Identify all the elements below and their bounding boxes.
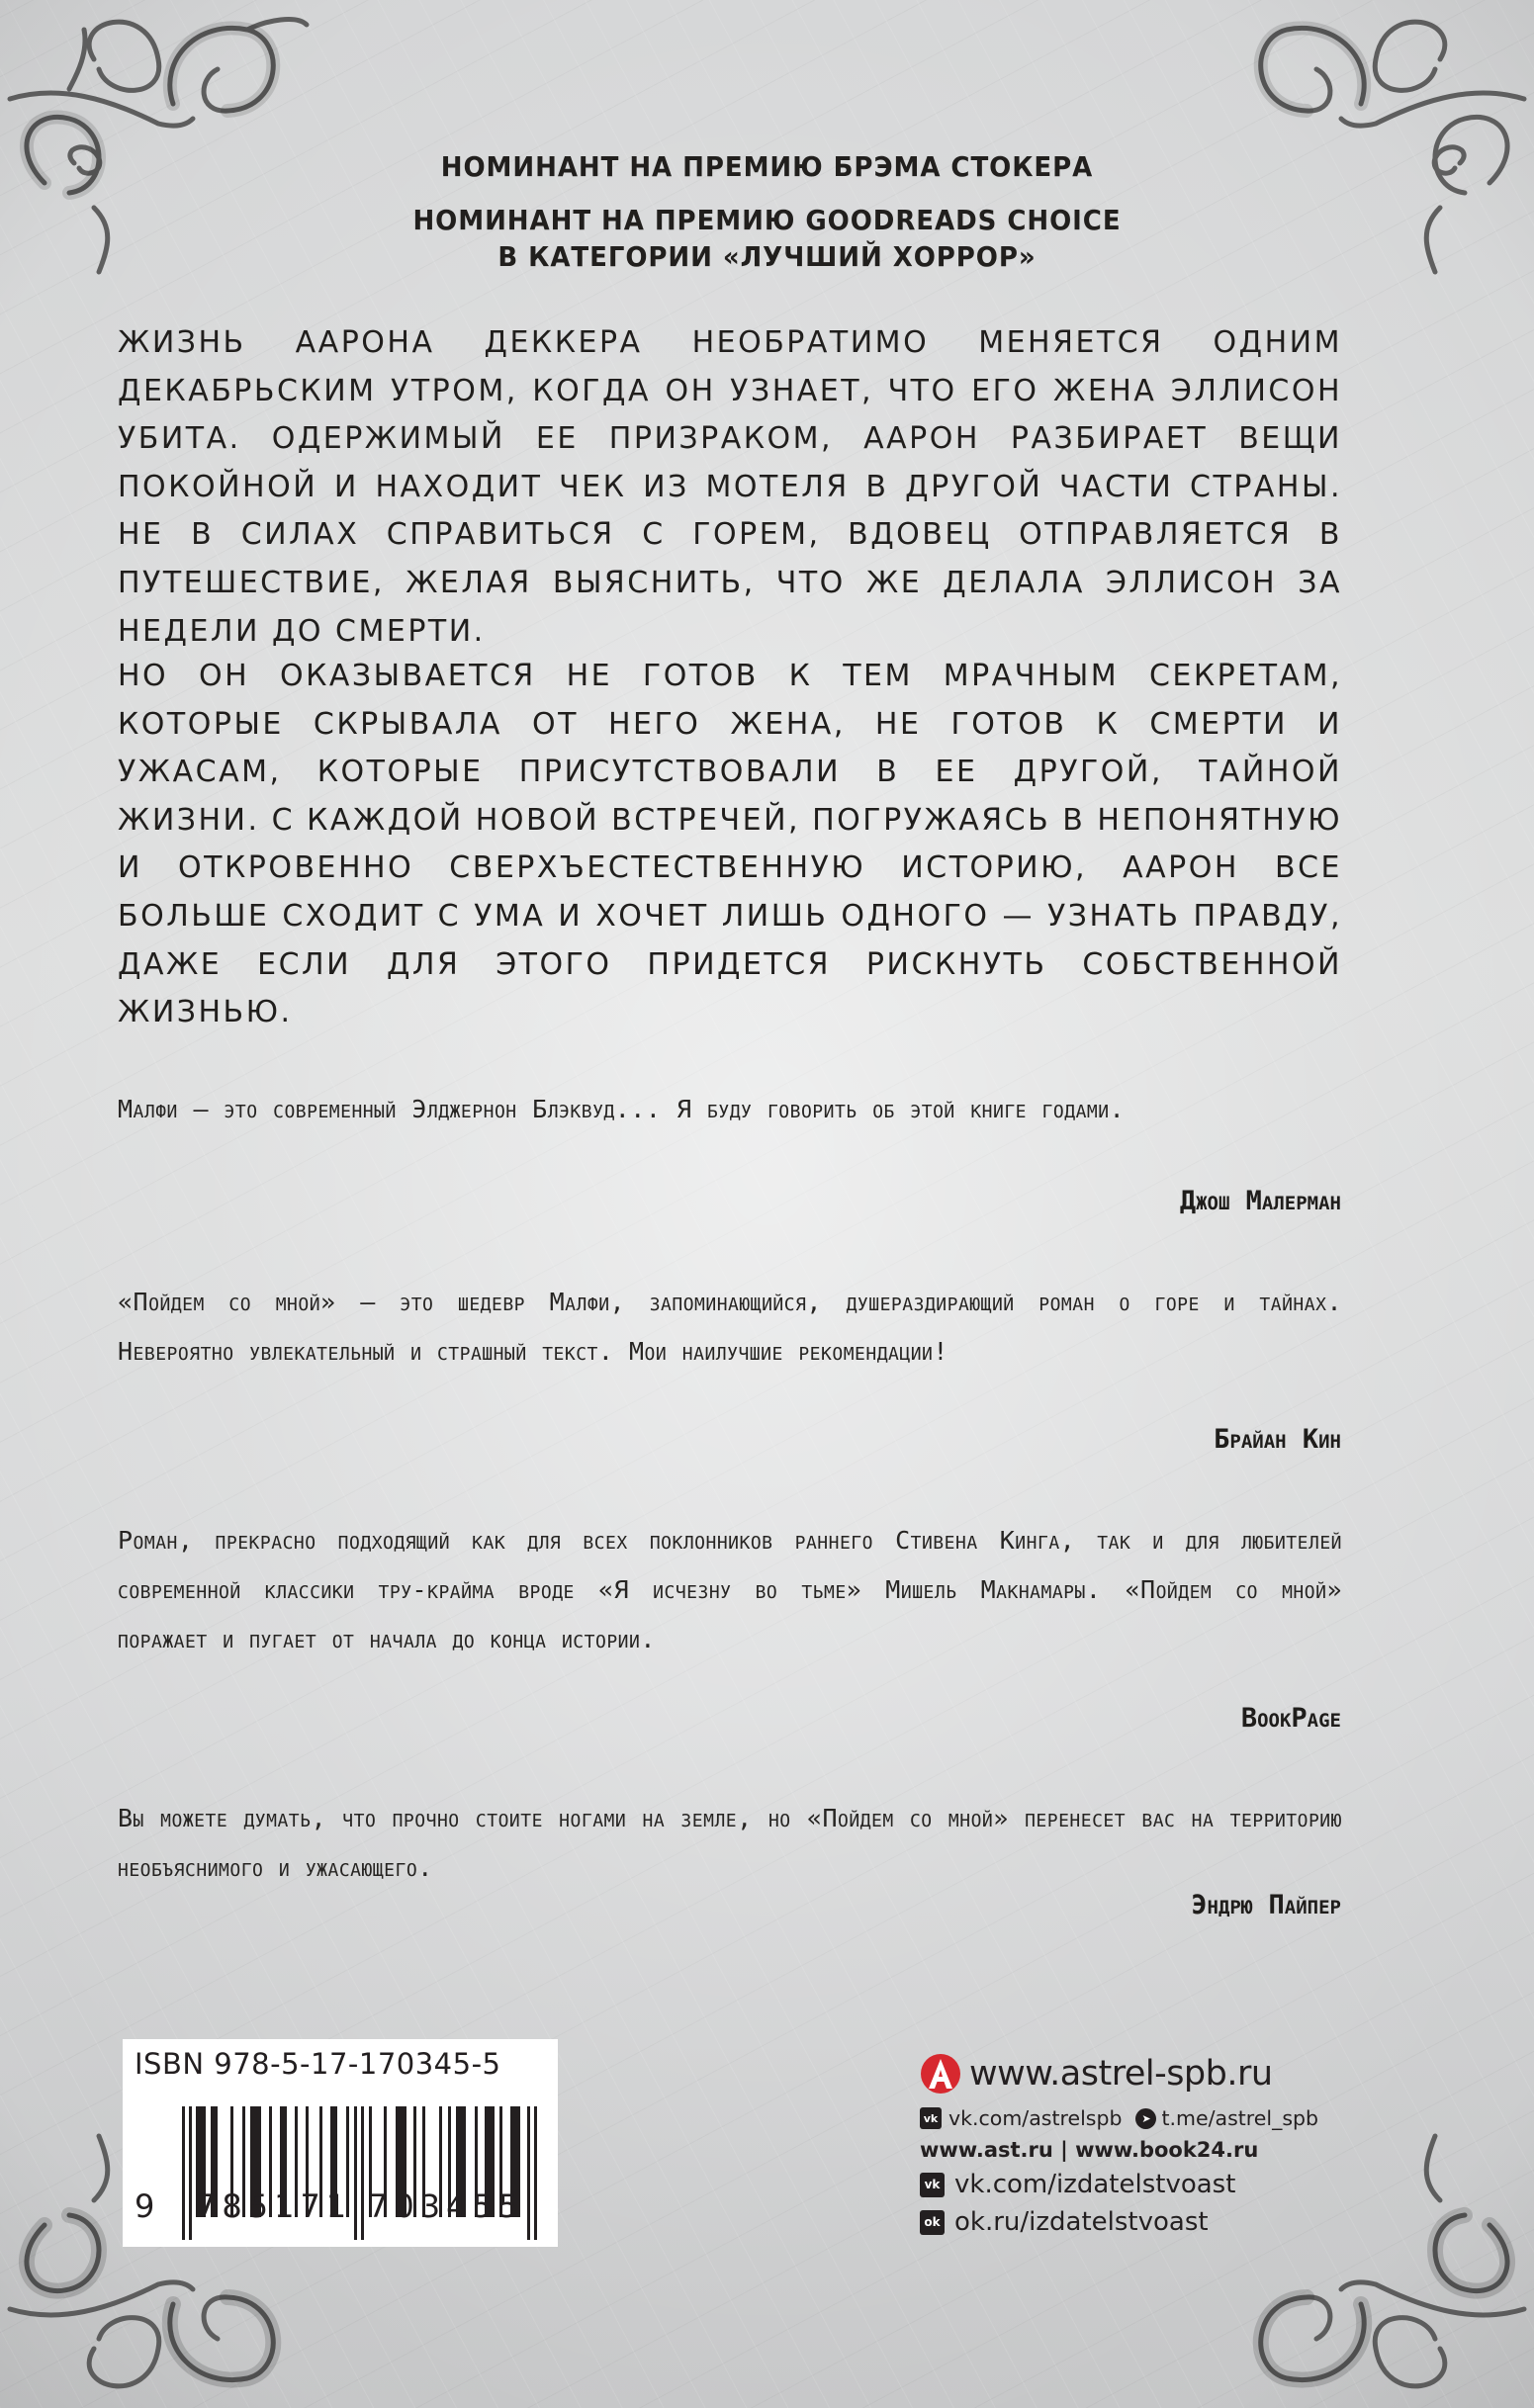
astrel-logo-icon xyxy=(920,2053,961,2095)
isbn-label: ISBN 978-5-17-170345-5 xyxy=(135,2047,501,2081)
review-quote: Малфи — это современный Элджернон Блэквуд... Я буду говорить об этой книге годами. xyxy=(118,1095,1126,1123)
ast-book24-links[interactable]: www.ast.ru | www.book24.ru xyxy=(920,2138,1259,2162)
review-author: Эндрю Пайпер xyxy=(1191,1890,1341,1920)
ok-ast-link[interactable]: ok.ru/izdatelstvoast xyxy=(954,2207,1209,2237)
astrel-website-link[interactable]: www.astrel-spb.ru xyxy=(969,2054,1273,2094)
vk-ast-link[interactable]: vk.com/izdatelstvoast xyxy=(954,2170,1236,2199)
telegram-link[interactable]: t.me/astrel_spb xyxy=(1161,2106,1319,2130)
synopsis-paragraph-2: НО ОН ОКАЗЫВАЕТСЯ НЕ ГОТОВ К ТЕМ МРАЧНЫМ СЕКРЕТАМ, КОТОРЫЕ СКРЫВАЛА ОТ НЕГО ЖЕНА, НЕ ГОТОВ К СМЕРТИ И УЖАСАМ, КОТОРЫЕ ПРИСУТСТВОВАЛИ В ЕЕ ДРУГОЙ, ТАЙНОЙ ЖИЗНИ. С КАЖДОЙ НОВОЙ ВСТРЕЧЕЙ, ПОГРУЖАЯСЬ В НЕПОНЯТНУЮ И ОТКРОВЕННО СВЕРХЪЕСТЕСТВЕННУЮ ИСТОРИЮ, ААРОН ВСЕ БОЛЬШЕ СХОДИТ С УМА И ХОЧЕТ ЛИШЬ ОДНОГО — УЗНАТЬ ПРАВДУ, ДАЖЕ ЕСЛИ ДЛЯ ЭТОГО ПРИДЕТСЯ РИСКНУТЬ СОБСТВЕННОЙ ЖИЗНЬЮ. xyxy=(118,659,1342,1030)
review-quote: Вы можете думать, что прочно стоите ногами на земле, но «Пойдем со мной» перенесет вас на территорию необъяснимого и ужасающего. xyxy=(118,1804,1342,1882)
review-author: Джош Малерман xyxy=(1179,1186,1341,1216)
review-quote: Роман, прекрасно подходящий как для всех поклонников раннего Стивена Кинга, так и для любителей современной классики тру-крайма вроде «Я исчезну во тьме» Мишель Макнамары. «Пойдем со мной» поражает и пугает от начала до конца истории. xyxy=(118,1526,1342,1653)
award-category: В КАТЕГОРИИ «ЛУЧШИЙ ХОРРОР» xyxy=(497,240,1037,273)
review-quote: «Пойдем со мной» — это шедевр Малфи, запоминающийся, душераздирающий роман о горе и тайнах. Невероятно увлекательный и страшный текст. Мои наилучшие рекомендации! xyxy=(118,1288,1342,1366)
barcode-digits-right: 703455 xyxy=(368,2187,525,2225)
synopsis-paragraph-1: ЖИЗНЬ ААРОНА ДЕККЕРА НЕОБРАТИМО МЕНЯЕТСЯ ОДНИМ ДЕКАБРЬСКИМ УТРОМ, КОГДА ОН УЗНАЕТ, ЧТО ЕГО ЖЕНА ЭЛЛИСОН УБИТА. ОДЕРЖИМЫЙ ЕЕ ПРИЗРАКОМ, ААРОН РАЗБИРАЕТ ВЕЩИ ПОКОЙНОЙ И НАХОДИТ ЧЕК ИЗ МОТЕЛЯ В ДРУГОЙ ЧАСТИ СТРАНЫ. НЕ В СИЛАХ СПРАВИТЬСЯ С ГОРЕМ, ВДОВЕЦ ОТПРАВЛЯЕТСЯ В ПУТЕШЕСТВИЕ, ЖЕЛАЯ ВЫЯСНИТЬ, ЧТО ЖЕ ДЕЛАЛА ЭЛЛИСОН ЗА НЕДЕЛИ ДО СМЕРТИ. xyxy=(118,325,1342,649)
vk-icon: vk xyxy=(920,2107,942,2129)
award-goodreads: НОМИНАНТ НА ПРЕМИЮ GOODREADS CHOICE xyxy=(412,204,1122,236)
barcode-digit-first: 9 xyxy=(135,2187,161,2225)
vk-icon: vk xyxy=(920,2173,945,2197)
odnoklassniki-icon: ok xyxy=(920,2210,945,2235)
telegram-icon: ➤ xyxy=(1135,2108,1156,2129)
barcode-digits-left: 785171 xyxy=(196,2187,353,2225)
review-author: Брайан Кин xyxy=(1214,1424,1341,1455)
review-author: BookPage xyxy=(1240,1703,1341,1734)
isbn-barcode-block xyxy=(123,2039,558,2247)
publisher-info xyxy=(920,2049,1345,2237)
award-bram-stoker: НОМИНАНТ НА ПРЕМИЮ БРЭМА СТОКЕРА xyxy=(440,150,1094,183)
vk-astrel-link[interactable]: vk.com/astrelspb xyxy=(948,2106,1123,2130)
